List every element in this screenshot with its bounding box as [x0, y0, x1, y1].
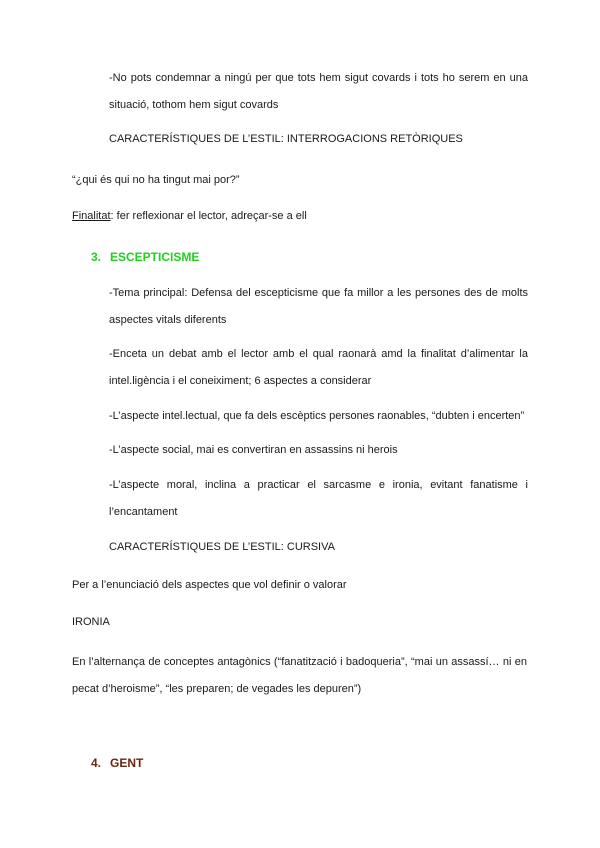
purpose-label: Finalitat — [72, 210, 111, 222]
list-item-line: -Enceta un debat amb el lector amb el qual raonarà amd la finalitat d’alimentar la — [109, 348, 528, 360]
purpose-line — [72, 211, 307, 222]
section-number: 3. — [91, 250, 102, 264]
list-item-line: -L’aspecte intel.lectual, que fa dels escèptics persones raonables, “dubten i encerten” — [109, 410, 525, 422]
list-item-line: -Tema principal: Defensa del escepticisme que fa millor a les persones des de molts — [109, 287, 528, 299]
paragraph-line: -No pots condemnar a ningú per que tots hem sigut covards i tots ho serem en una — [109, 72, 528, 84]
irony-label: IRONIA — [72, 616, 110, 628]
irony-line: pecat d’heroisme”, “les preparen; de vegades les depuren”) — [72, 683, 362, 695]
cursiva-description: Per a l’enunciació dels aspectes que vol definir o valorar — [72, 579, 347, 591]
paragraph-line: situació, tothom hem sigut covards — [109, 99, 279, 111]
list-item-line: aspectes vitals diferents — [109, 314, 227, 326]
section-title: ESCEPTICISME — [110, 250, 200, 264]
style-heading: CARACTERÍSTIQUES DE L’ESTIL: CURSIVA — [109, 541, 335, 553]
section-heading-gent — [91, 757, 143, 769]
section-title: GENT — [110, 756, 144, 770]
style-heading: CARACTERÍSTIQUES DE L’ESTIL: INTERROGACIONS RETÒRIQUES — [109, 133, 463, 145]
list-item-line: -L’aspecte social, mai es convertiran en assassins ni herois — [109, 444, 398, 456]
purpose-text: : fer reflexionar el lector, adreçar-se a ell — [110, 210, 307, 222]
irony-line: En l’alternança de conceptes antagònics (“fanatització i badoqueria”, “mai un assassí… ni en — [72, 656, 527, 668]
list-item-line: intel.ligència i el coneiximent; 6 aspectes a considerar — [109, 375, 372, 387]
section-number: 4. — [91, 756, 102, 770]
section-heading-escepticisme — [91, 251, 199, 263]
list-item-line: l’encantament — [109, 506, 178, 518]
rhetorical-quote: “¿qui és qui no ha tingut mai por?” — [72, 174, 240, 186]
list-item-line: -L’aspecte moral, inclina a practicar el sarcasme e ironia, evitant fanatisme i — [109, 479, 528, 491]
